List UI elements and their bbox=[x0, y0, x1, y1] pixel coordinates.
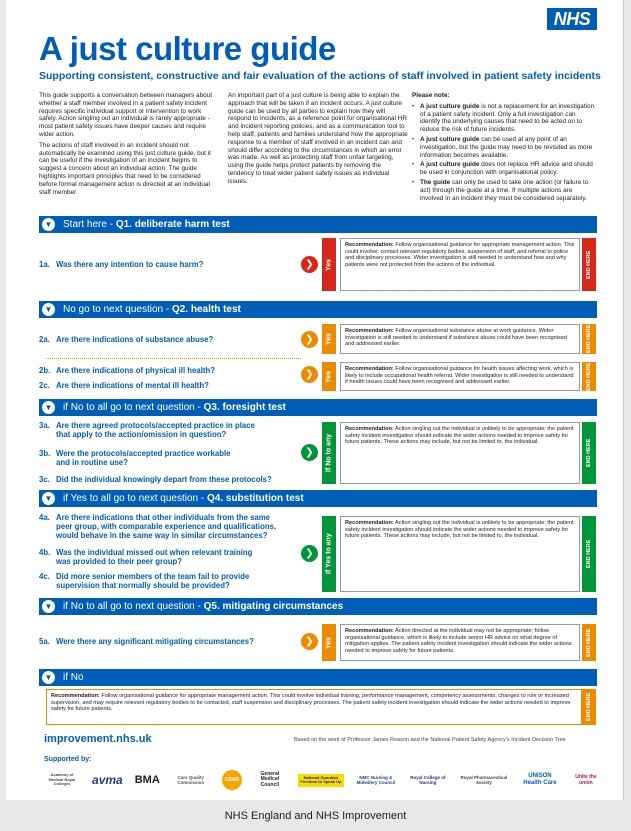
unite-logo: Unite the union bbox=[575, 774, 597, 786]
question-2c: 2c. Are there indications of mental ill health? bbox=[39, 381, 209, 390]
end-here-badge: END HERE bbox=[582, 689, 596, 725]
recommendation-q3: Recommendation: Action singling out the individual is unlikely to be appropriate; the patient safety incident investigation should indicate the wider actions needed to improve safety for future patients. These actions may include, but not be limited to, the individual. bbox=[340, 422, 580, 484]
recommendation-q5: Recommendation: Action directed at the individual may not be appropriate; follow organisational guidance, which is likely to include senior HR advice on what degree of mitigation applies. The patient safety incident investigation should indicate the wider actions needed to improve safety for future patients. bbox=[340, 624, 580, 661]
supported-by-label: Supported by: bbox=[44, 756, 92, 763]
gmc-logo: General Medical Council bbox=[260, 770, 280, 788]
end-here-badge: END HERE bbox=[582, 324, 596, 354]
recommendation-q4: Recommendation: Action singling out the individual is unlikely to be appropriate; the patient safety incident investigation should indicate the wider actions needed to improve safety for future patients. These actions may include, but not be limited to, the individual. bbox=[340, 516, 580, 592]
end-here-badge: END HERE bbox=[582, 516, 596, 592]
footer-credit: NHS England and NHS Improvement bbox=[224, 810, 407, 822]
note-item: • A just culture guide does not replace HR advice and should be used in conjunction with organisational policy. bbox=[412, 161, 597, 177]
supporter-logos bbox=[44, 764, 600, 796]
question-2a: 2a. Are there indications of substance abuse? bbox=[39, 335, 214, 344]
divider bbox=[46, 358, 301, 359]
note-item: • A just culture guide is not a replacement for an investigation of a patient safety incident. Only a full investigation can identify the underlying causes that need to be acted on to reduce the risk of future incidents. bbox=[412, 103, 597, 134]
guardian-logo: National Guardian Freedom to Speak Up bbox=[298, 774, 344, 787]
recommendation-final: Recommendation: Follow organisational guidance for appropriate management action. This could involve individual training, performance management, competency assessments, changes to role or increased supervision, and may require relevant regulatory bodies to be contacted, staff suspension and disciplinary processes. The patient safety incident investigation should indicate the wider actions needed to improve safety for future patients. bbox=[46, 689, 582, 725]
end-here-badge: END HERE bbox=[582, 422, 596, 484]
question-1a: 1a. Was there any intention to cause harm? bbox=[39, 260, 204, 269]
if-yes-to-any-badge: If Yes to any bbox=[322, 516, 336, 592]
question-2b: 2b. Are there indications of physical ill health? bbox=[39, 366, 216, 375]
question-3b: 3b. Were the protocols/accepted practice workable and in routine use? bbox=[39, 449, 231, 467]
intro-column-2 bbox=[228, 92, 408, 189]
recommendation-q2bc: Recommendation: Follow organisational guidance for health issues affecting work, which is likely to include occupational health referral. Wider investigation is still needed to understand if health issues could have been recognised and addressed earlier. bbox=[340, 362, 580, 391]
end-here-badge: END HERE bbox=[582, 238, 596, 291]
section-bar-q5: ▼ if No to all go to next question - Q5. mitigating circumstances bbox=[39, 598, 597, 615]
chevron-down-icon: ▼ bbox=[42, 303, 55, 316]
note-item: • The guide can only be used to take one action (or failure to act) through the guide at a time. If multiple actions are involved in an incident they must be considered separately. bbox=[412, 179, 597, 202]
section-bar-q2: ▼ No go to next question - Q2. health test bbox=[39, 301, 597, 318]
nhs-logo: NHS bbox=[547, 8, 597, 30]
arrow-right-icon: ❯ bbox=[301, 366, 318, 383]
question-4c: 4c. Did more senior members of the team fail to provide supervision that normally should be provided? bbox=[39, 572, 250, 590]
if-no-to-any-badge: If No to any bbox=[322, 422, 336, 484]
yes-badge: Yes bbox=[322, 624, 336, 661]
yes-badge: Yes bbox=[322, 324, 336, 354]
arrow-right-icon: ❯ bbox=[301, 633, 318, 650]
chevron-down-icon: ▼ bbox=[42, 401, 55, 414]
page-title: A just culture guide bbox=[39, 30, 336, 67]
chevron-down-icon: ▼ bbox=[42, 600, 55, 613]
arrow-right-icon: ❯ bbox=[301, 256, 318, 273]
rps-logo: Royal Pharmaceutical Society bbox=[460, 775, 508, 785]
section-bar-q4: ▼ if Yes to all go to next question - Q4. substitution test bbox=[39, 490, 597, 507]
nmc-logo: NMC Nursing & Midwifery Council bbox=[356, 775, 396, 785]
intro-paragraph: This guide supports a conversation between managers about whether a staff member involved in a patient safety incident requires specific individual support or intervention to work safely. Action singling out an individual is rarely appropriate - most patient safety issues have deeper causes and require wider action. bbox=[39, 92, 213, 138]
cqc-logo: Care Quality Commission bbox=[177, 775, 205, 785]
question-5a: 5a. Were there any significant mitigating circumstances? bbox=[39, 637, 254, 646]
please-note bbox=[412, 92, 597, 204]
end-here-badge: END HERE bbox=[582, 362, 596, 391]
arrow-right-icon: ❯ bbox=[301, 444, 318, 461]
question-4b: 4b. Was the individual missed out when relevant training was provided to their peer group? bbox=[39, 548, 253, 566]
question-3c: 3c. Did the individual knowingly depart from these protocols? bbox=[39, 475, 272, 484]
bma-logo: BMA bbox=[134, 774, 160, 786]
arrow-right-icon: ❯ bbox=[301, 545, 318, 562]
academy-logo: Academy of Medical Royal Colleges bbox=[48, 772, 76, 787]
intro-column-1 bbox=[39, 92, 219, 199]
poster bbox=[6, 0, 624, 800]
intro-paragraph: The actions of staff involved in an incident should not automatically be examined using this just culture guide, but it can be useful if the investigation of an incident begins to suggest a concern about an individual action. The guide highlights important principles that need to be considered before formal management action is directed at an individual staff member. bbox=[39, 141, 211, 196]
section-bar-if-no: ▼ if No bbox=[39, 669, 597, 686]
please-note-heading: Please note: bbox=[412, 92, 450, 99]
unison-logo: UNISON Health Care bbox=[523, 773, 557, 786]
rcn-logo: Royal College of Nursing bbox=[410, 775, 446, 785]
chevron-down-icon: ▼ bbox=[42, 218, 55, 231]
section-bar-q1: ▼ Start here - Q1. deliberate harm test bbox=[39, 216, 597, 233]
intro-paragraph: An important part of a just culture is being able to explain the approach that will be taken if an incident occurs. A just culture guide can be used by all parties to explain how they will respond to incidents, as a reference point for organisational HR and incident reporting policies, and as a communication tool to help staff, patients and families understand how the appropriate response to a member of staff involved in an incident can and should differ according to the circumstances in which an error was made. As well as protecting staff from unfair targeting, using the guide helps protect patients by removing the tendency to treat wider patient safety issues as individual issues. bbox=[228, 92, 408, 185]
question-3a: 3a. Are there agreed protocols/accepted practice in place that apply to the action/omission in question? bbox=[39, 421, 255, 439]
yes-badge: Yes bbox=[322, 362, 336, 391]
section-bar-q3: ▼ if No to all go to next question - Q3. foresight test bbox=[39, 399, 597, 416]
yes-badge: Yes bbox=[322, 238, 336, 291]
note-item: • A just culture guide can be used at any point of an investigation, but the guide may need to be revisited as more information becomes available. bbox=[412, 136, 597, 159]
chevron-down-icon: ▼ bbox=[42, 671, 55, 684]
arrow-right-icon: ❯ bbox=[301, 331, 318, 348]
recommendation-q1: Recommendation: Follow organisational guidance for appropriate management action. This could involve: contact relevant regulatory bodies, suspension of staff, and referral to police and disciplinary processes. Wider investigation is still needed to understand how and why patients were not protected from the actions of the individual. bbox=[340, 238, 580, 291]
recommendation-q2a: Recommendation: Follow organisational substance abuse at work guidance. Wider investigation is still needed to understand if substance abuse could have been recognised and addressed earlier. bbox=[340, 324, 580, 354]
page-subtitle: Supporting consistent, constructive and fair evaluation of the actions of staff involved in patient safety incidents bbox=[39, 70, 601, 82]
chevron-down-icon: ▼ bbox=[42, 492, 55, 505]
credit-note: Based on the work of Professor James Reason and the National Patient Safety Agency's Incident Decision Tree bbox=[294, 737, 566, 743]
website-link[interactable]: improvement.nhs.uk bbox=[44, 733, 152, 745]
end-here-badge: END HERE bbox=[582, 624, 596, 661]
question-4a: 4a. Are there indications that other individuals from the same peer group, with comparable experience and qualifications, would behave in the same way in similar circumstances? bbox=[39, 513, 277, 540]
avma-logo: avma bbox=[92, 773, 123, 787]
csms-logo: CSMS bbox=[222, 770, 242, 790]
